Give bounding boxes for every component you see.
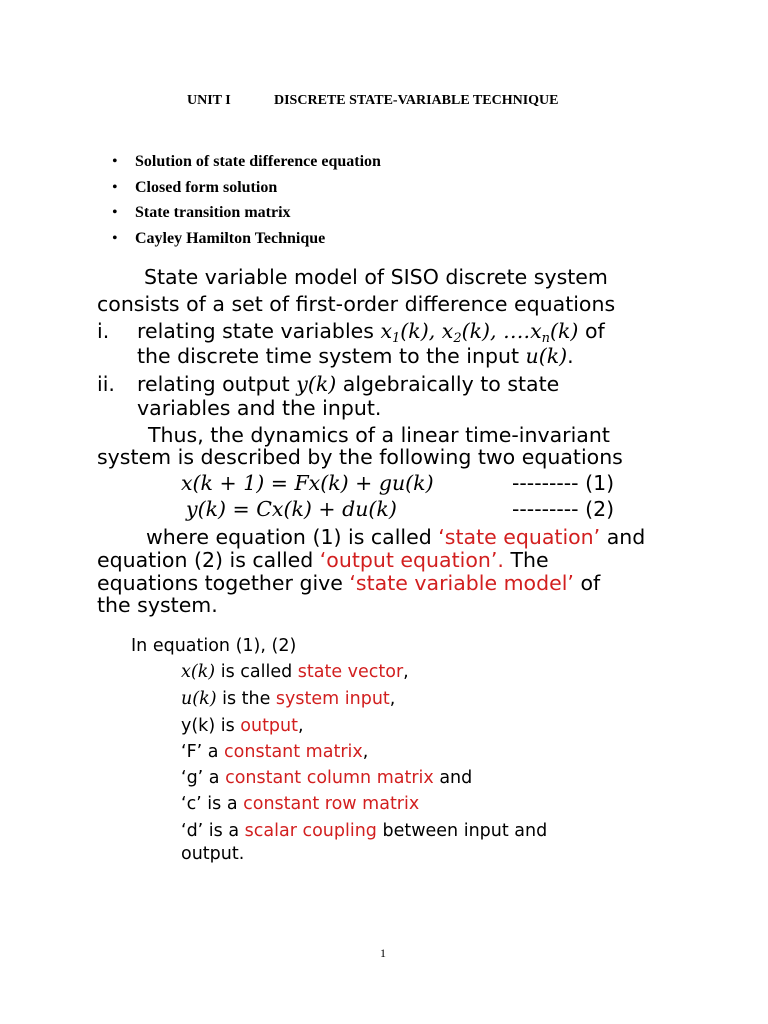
math-argument: (k), …. (461, 319, 531, 343)
math-variable: x (441, 319, 454, 343)
item-text: the discrete time system to the input (137, 344, 526, 368)
bullet-icon: • (112, 204, 118, 221)
topic-item (112, 228, 381, 254)
definition-term: output (240, 716, 298, 736)
item-text: algebraically to state (336, 372, 560, 396)
definition-item (181, 741, 368, 763)
bullet-icon: • (112, 153, 118, 170)
paragraph-line: the system. (97, 593, 218, 617)
definitions-heading: In equation (1), (2) (131, 636, 297, 656)
definition-item (181, 688, 395, 710)
state-equation-formula: x(k + 1) = Fx(k) + gu(k) (181, 471, 434, 495)
list-marker: i. (97, 319, 110, 343)
definition-item (181, 767, 472, 789)
highlight-term: ‘state variable model’ (349, 571, 574, 595)
paragraph-line (97, 572, 600, 594)
page-number: 1 (380, 946, 386, 960)
topic-item (112, 151, 381, 177)
paragraph-text: The (503, 548, 549, 572)
definition-item (181, 820, 547, 842)
definition-term: scalar coupling (244, 821, 377, 841)
definition-term: constant row matrix (243, 794, 420, 814)
highlight-term: ‘output equation’. (319, 548, 504, 572)
item-text: relating output (137, 372, 297, 396)
highlight-term: ‘state equation’ (438, 525, 601, 549)
math-subscript: 2 (453, 331, 462, 346)
bullet-icon: • (112, 178, 118, 196)
definition-term: constant matrix (224, 742, 363, 762)
topic-item (112, 202, 381, 228)
item-line (137, 345, 574, 367)
definition-symbol: u(k) (181, 689, 217, 709)
definition-term: constant column matrix (225, 768, 434, 788)
definition-item (181, 661, 409, 683)
definition-item: output. (181, 844, 245, 864)
item-line (137, 373, 559, 395)
unit-label: UNIT I (187, 93, 231, 108)
definition-tail: , (298, 716, 304, 736)
unit-title: DISCRETE STATE-VARIABLE TECHNIQUE (274, 93, 559, 108)
definition-text: ‘c’ is a (181, 794, 244, 814)
topic-item (112, 177, 381, 203)
paragraph-text: equations together give (97, 571, 350, 595)
paragraph-text: where equation (1) is called (146, 525, 439, 549)
bullet-icon: • (112, 229, 118, 247)
paragraph-text: of (573, 571, 601, 595)
math-subscript: 1 (392, 331, 401, 346)
topic-list (112, 151, 381, 253)
item-text: relating state variables (137, 319, 381, 343)
item-text: . (567, 344, 574, 368)
math-variable: x (530, 319, 542, 343)
definition-text: is called (215, 662, 298, 682)
definition-tail: , (403, 662, 409, 682)
definition-term: system input (275, 689, 390, 709)
math-argument: (k) (550, 319, 579, 343)
topic-text: Closed form solution (135, 178, 278, 196)
definition-tail: and (433, 768, 473, 788)
definition-tail: , (362, 742, 369, 762)
definition-tail: , (389, 689, 396, 709)
definition-tail: between input and (376, 821, 548, 841)
equation-tag: --------- (2) (512, 497, 615, 521)
definition-text: is the (216, 689, 276, 709)
definition-item (181, 793, 419, 815)
math-input: u(k) (525, 344, 568, 368)
math-variable: x (380, 319, 393, 343)
paragraph-line (97, 549, 549, 571)
paragraph-line: system is described by the following two equations (97, 445, 623, 469)
paragraph-line: Thus, the dynamics of a linear time-invariant (148, 423, 610, 447)
definition-term: state vector (297, 662, 404, 682)
item-line: variables and the input. (137, 396, 382, 420)
equation-tag: --------- (1) (512, 471, 615, 495)
definition-text: ‘g’ a (181, 768, 226, 788)
paragraph-line (146, 526, 645, 548)
list-marker: ii. (97, 372, 115, 396)
paragraph-text: equation (2) is called (97, 548, 320, 572)
math-output: y(k) (296, 372, 337, 396)
math-subscript: n (541, 331, 550, 346)
topic-text: State transition matrix (135, 204, 291, 221)
item-line (137, 319, 605, 346)
definition-text: ‘d’ is a (181, 821, 245, 841)
definition-text: ‘F’ a (181, 742, 225, 762)
definition-item (181, 715, 304, 737)
topic-text: Cayley Hamilton Technique (135, 229, 326, 247)
definition-symbol: x(k) (181, 662, 216, 682)
intro-line: State variable model of SISO discrete system (144, 265, 608, 289)
output-equation-formula: y(k) = Cx(k) + du(k) (186, 497, 397, 521)
intro-line: consists of a set of first-order difference equations (97, 292, 616, 316)
math-argument: (k), (400, 319, 442, 343)
topic-text: Solution of state difference equation (135, 153, 381, 170)
paragraph-text: and (600, 525, 646, 549)
definition-text: y(k) is (181, 716, 241, 736)
item-text: of (578, 319, 605, 343)
